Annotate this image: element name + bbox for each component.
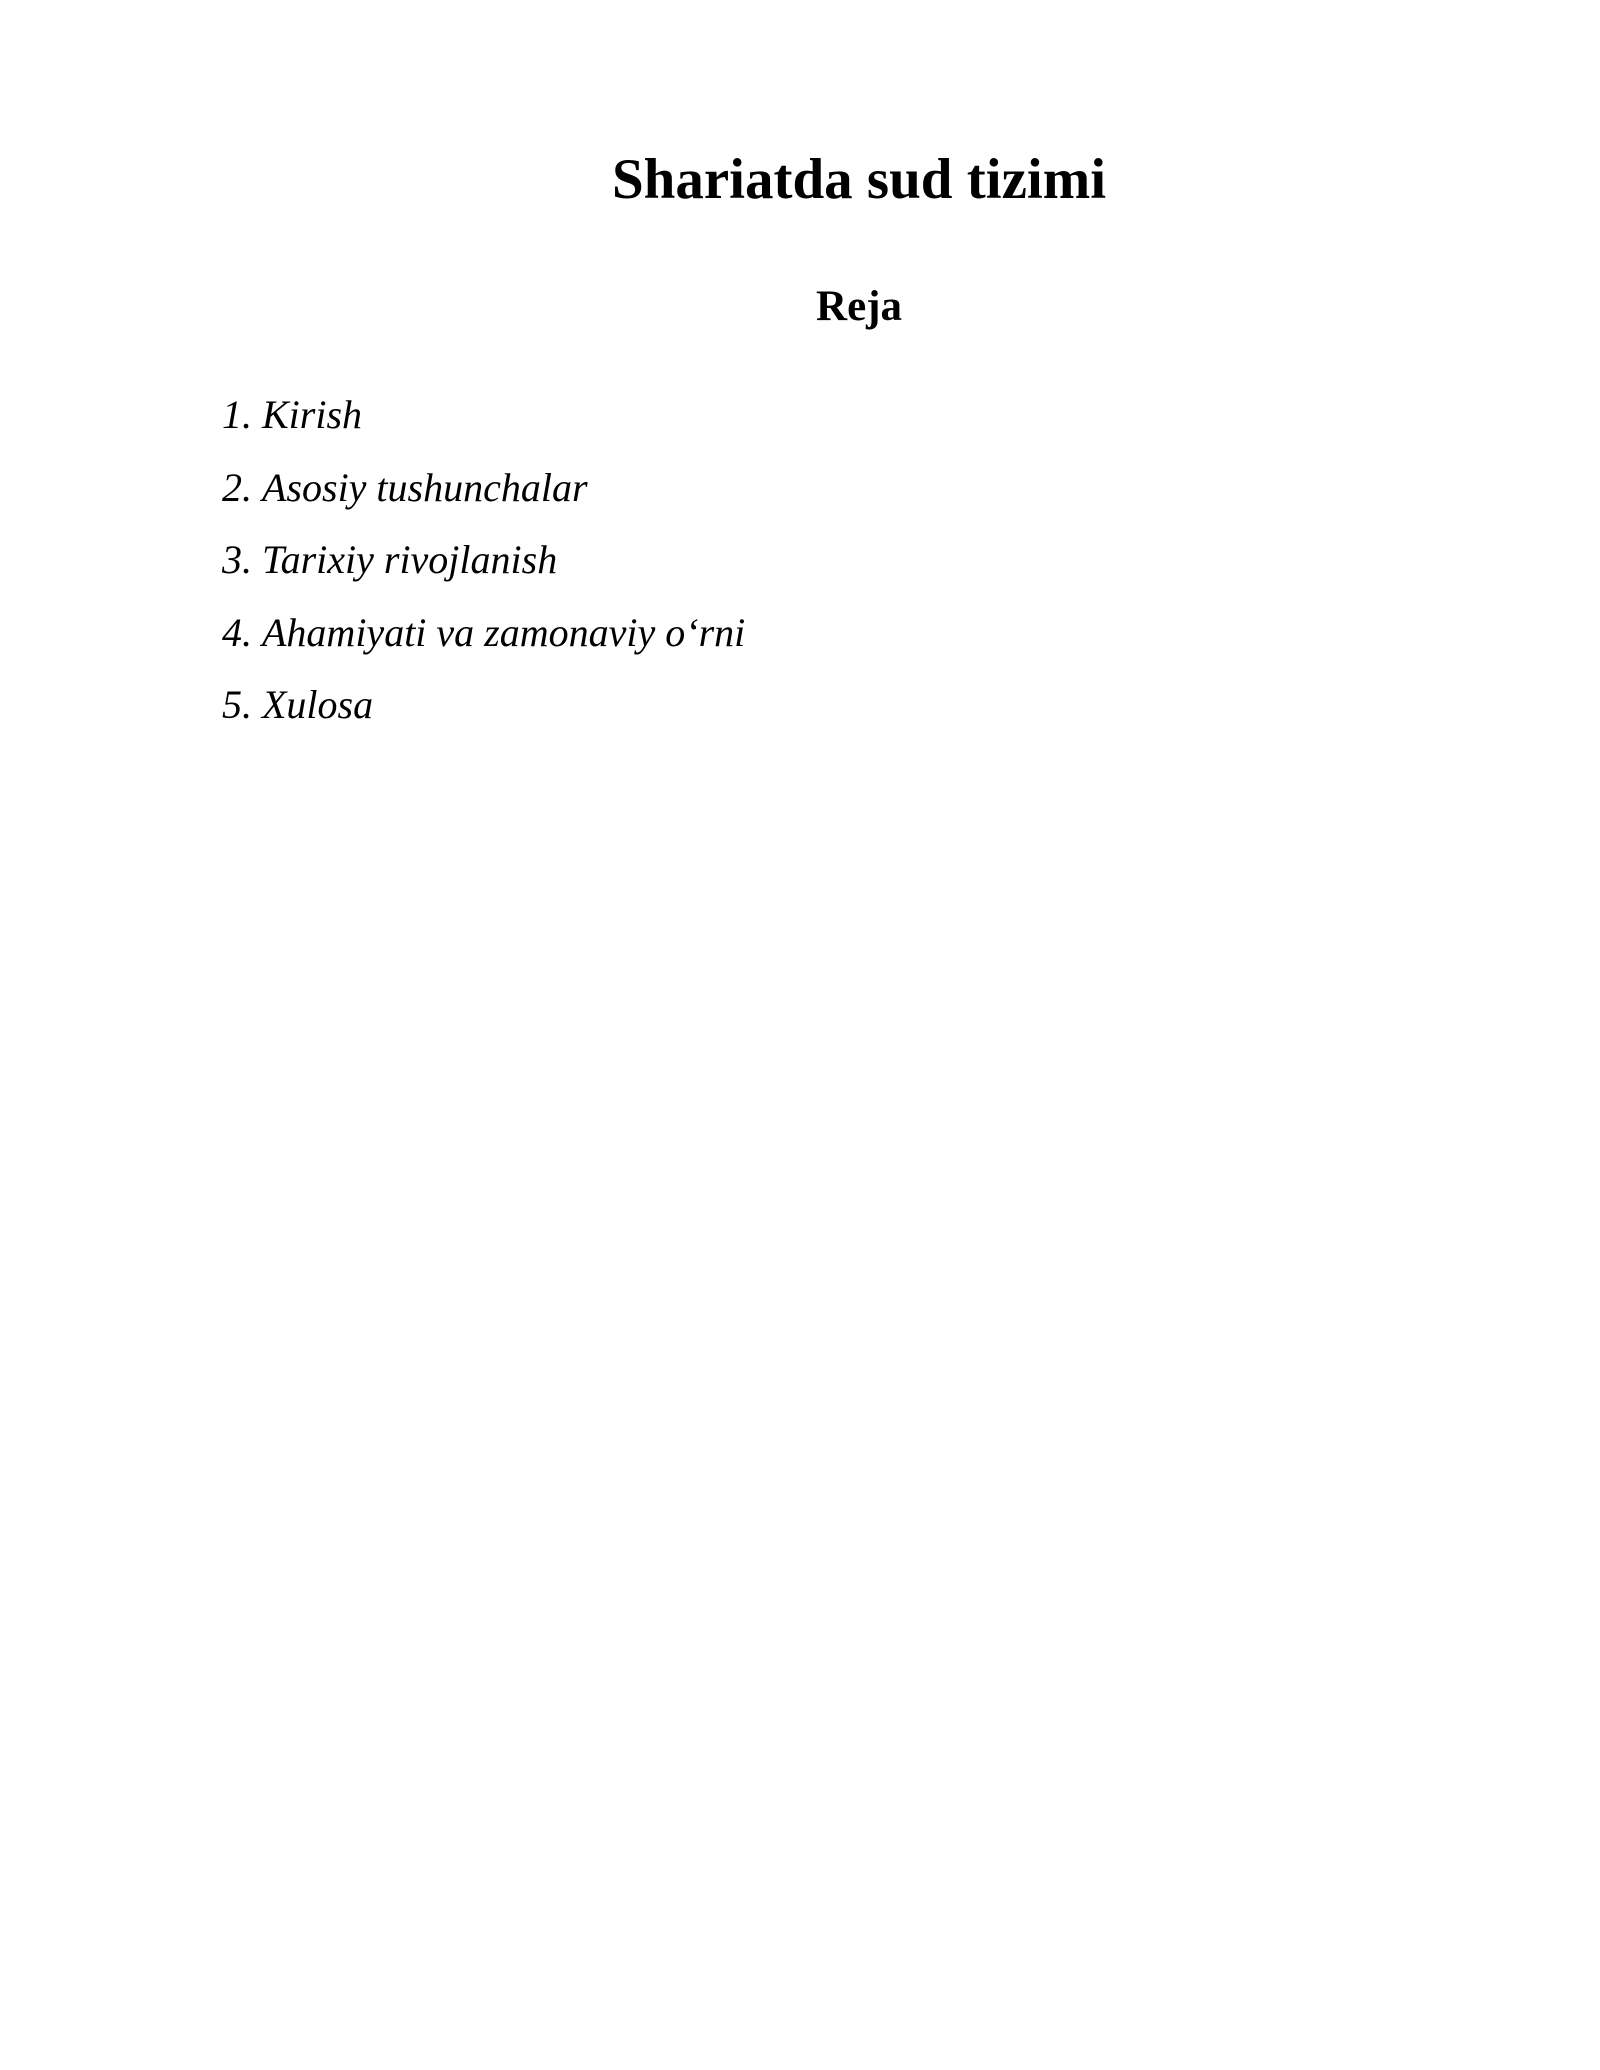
plan-item-text: Asosiy tushunchalar bbox=[262, 464, 588, 510]
plan-item bbox=[222, 464, 745, 512]
document-title: Shariatda sud tizimi bbox=[611, 148, 1107, 211]
plan-heading: Reja bbox=[816, 283, 902, 330]
plan-item-text: Kirish bbox=[262, 392, 363, 437]
plan-item-number: 3. bbox=[222, 537, 252, 582]
plan-item-number: 5. bbox=[222, 682, 252, 727]
plan-item bbox=[222, 536, 745, 584]
subtitle-container bbox=[218, 281, 1500, 333]
plan-item-text: Tarixiy rivojlanish bbox=[262, 537, 558, 582]
plan-item-text: Ahamiyati va zamonaviy o‘rni bbox=[262, 609, 746, 655]
plan-item bbox=[222, 391, 745, 439]
plan-item-number: 2. bbox=[222, 464, 252, 510]
title-container bbox=[218, 146, 1500, 214]
plan-item bbox=[222, 681, 745, 729]
plan-list bbox=[222, 391, 745, 754]
plan-item-text: Xulosa bbox=[262, 682, 374, 727]
plan-item-number: 4. bbox=[222, 609, 252, 655]
plan-item bbox=[222, 609, 745, 657]
plan-item-number: 1. bbox=[222, 392, 252, 437]
